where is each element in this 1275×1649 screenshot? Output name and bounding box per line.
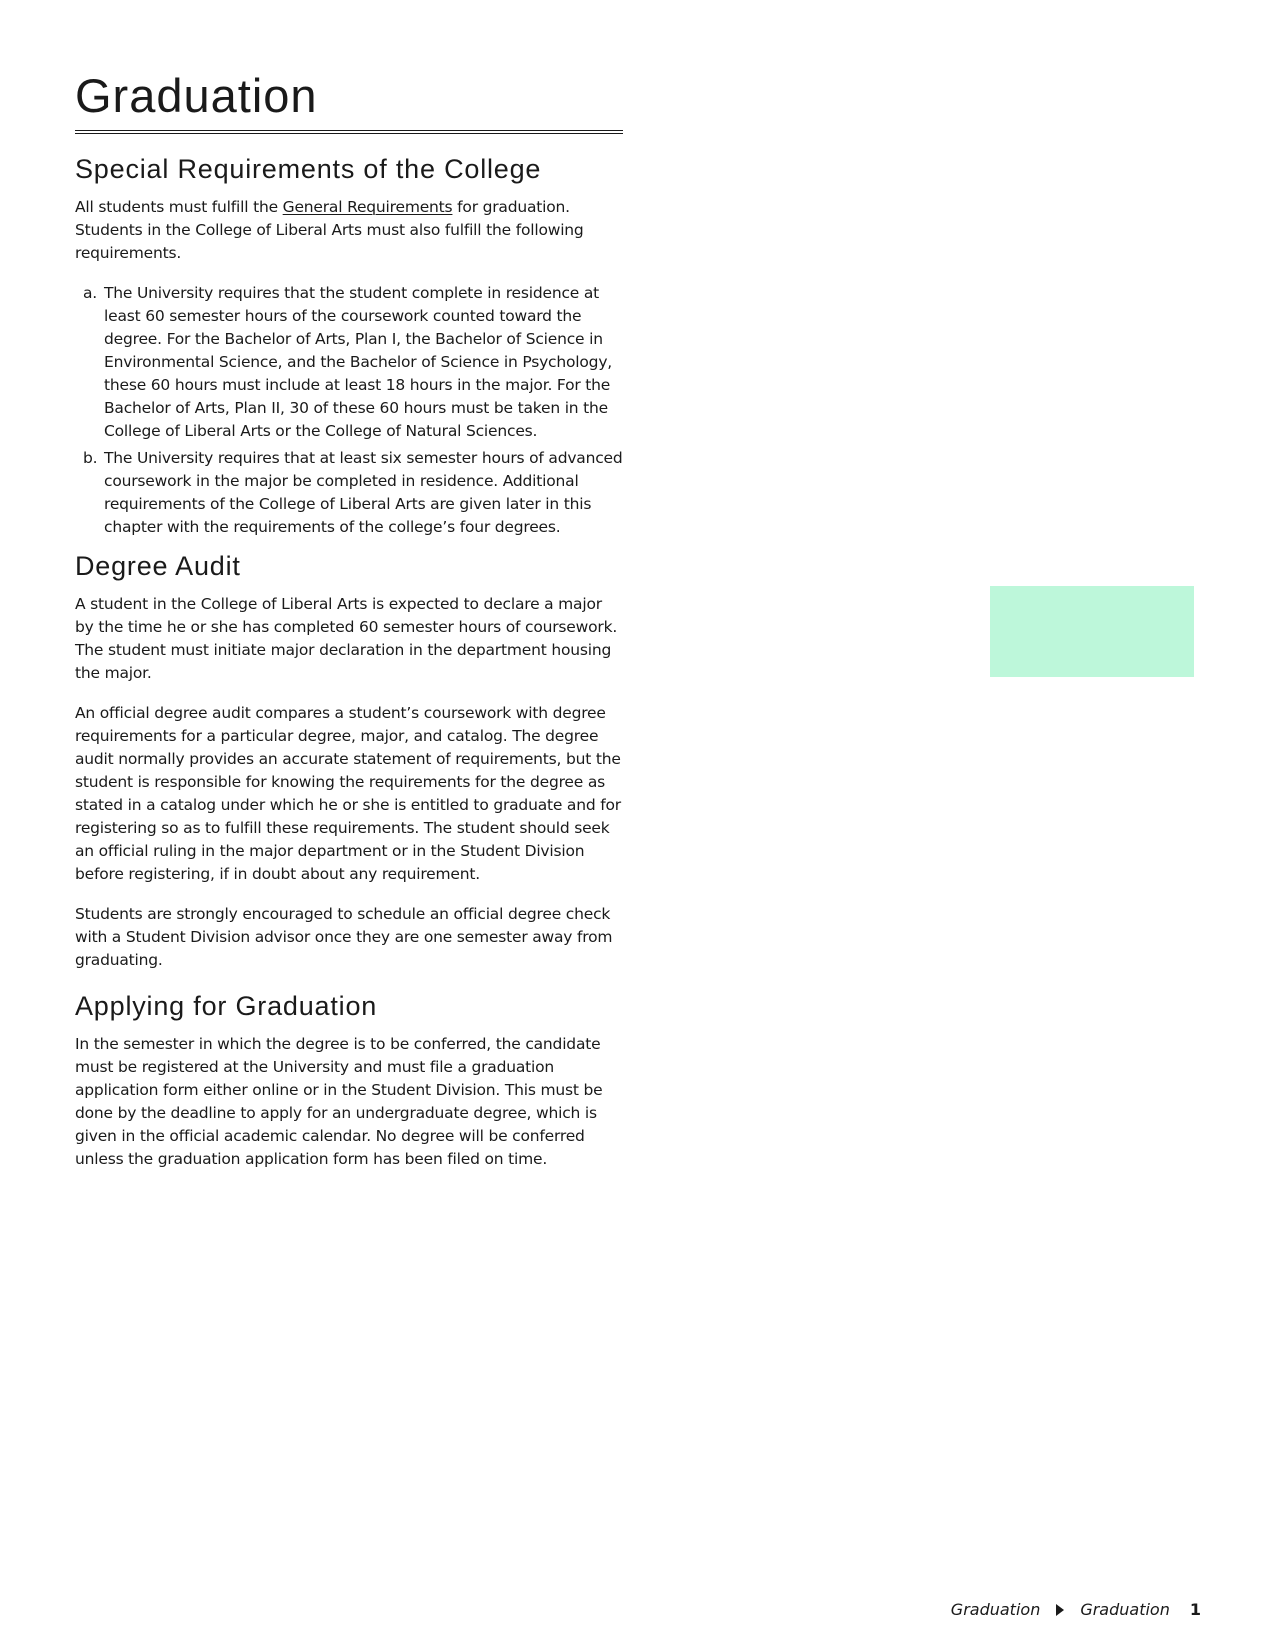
page-title: Graduation: [75, 69, 318, 122]
special-intro-paragraph: [75, 196, 623, 265]
section-heading-special: Special Requirements of the College: [75, 154, 542, 184]
list-item: [75, 447, 623, 539]
list-item-text: The University requires that at least six semester hours of advanced coursework in the major be completed in residence. Additional requirements of the College of Liberal Arts are given later in this chapter with the requirements of the college’s four degrees.: [104, 449, 623, 536]
footer-breadcrumb-2: Graduation: [1080, 1600, 1170, 1619]
section-degree-audit: [75, 549, 623, 972]
special-intro-before: All students must fulfill the: [75, 198, 283, 216]
section-applying-for-graduation: [75, 989, 623, 1171]
section-heading-applying: Applying for Graduation: [75, 991, 378, 1021]
page-number: 1: [1189, 1600, 1201, 1619]
list-item-marker: a.: [83, 284, 98, 302]
audit-paragraph: An official degree audit compares a student’s coursework with degree requirements for a particular degree, major, and catalog. The degree audit normally provides an accurate statement of requirements, but the student is responsible for knowing the requirements for the degree as stated in a catalog under which he or she is entitled to graduate and for registering so as to fulfill these requirements. The student should seek an official ruling in the major department or in the Student Division before registering, if in doubt about any requirement.: [75, 704, 621, 883]
page-footer: [951, 1600, 1201, 1619]
main-column: [75, 64, 623, 1188]
audit-paragraph: Students are strongly encouraged to schedule an official degree check with a Student Division advisor once they are one semester away from graduating.: [75, 905, 613, 969]
special-intro-after: for graduation. Students in the College of Liberal Arts must also fulfill the following requirements.: [75, 198, 584, 262]
list-item: [75, 282, 623, 443]
highlight-box: [990, 586, 1194, 677]
footer-breadcrumb-1: Graduation: [950, 1600, 1041, 1619]
audit-paragraph: A student in the College of Liberal Arts is expected to declare a major by the time he or she has completed 60 semester hours of coursework. The student must initiate major declaration in the department housing the major.: [75, 595, 618, 682]
applying-paragraph: In the semester in which the degree is to be conferred, the candidate must be registered at the University and must file a graduation application form either online or in the Student Division. This must be done by the deadline to apply for an undergraduate degree, which is given in the official academic calendar. No degree will be conferred unless the graduation application form has been filed on time.: [75, 1035, 603, 1168]
requirements-list: [75, 282, 623, 539]
title-double-rule: [75, 130, 623, 134]
general-requirements-link[interactable]: General Requirements: [282, 198, 453, 216]
list-item-marker: b.: [83, 449, 98, 467]
triangle-right-icon: [1056, 1604, 1064, 1616]
section-heading-degree-audit: Degree Audit: [75, 551, 241, 581]
section-special-requirements: [75, 152, 623, 539]
list-item-text: The University requires that the student complete in residence at least 60 semester hours of the coursework counted toward the degree. For the Bachelor of Arts, Plan I, the Bachelor of Science in Environmental Science, and the Bachelor of Science in Psychology, these 60 hours must include at least 18 hours in the major. For the Bachelor of Arts, Plan II, 30 of these 60 hours must be taken in the College of Liberal Arts or the College of Natural Sciences.: [104, 284, 613, 440]
